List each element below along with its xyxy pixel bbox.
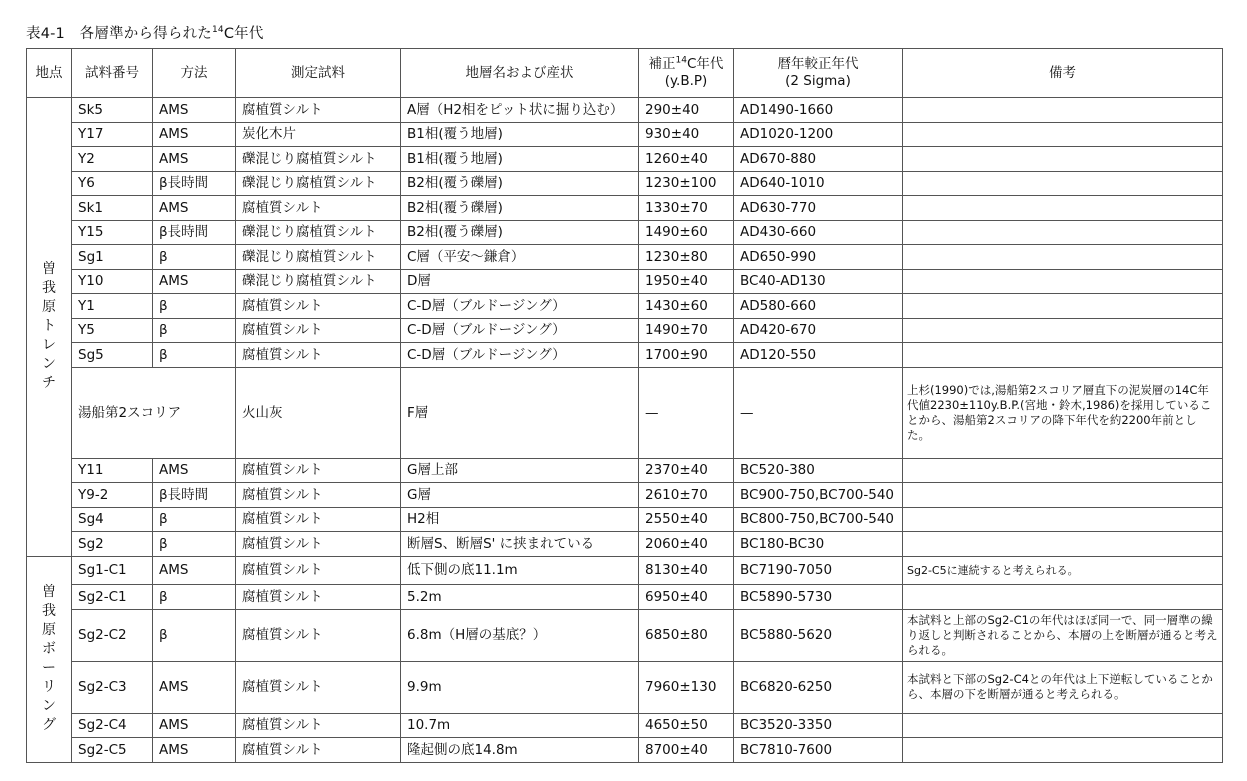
- cell-age: 1950±40: [639, 269, 734, 294]
- cell-age: 6850±80: [639, 609, 734, 661]
- cell-id: Sg5: [72, 343, 153, 368]
- cell-material: 礫混じり腐植質シルト: [236, 269, 401, 294]
- cell-age: 290±40: [639, 98, 734, 123]
- cell-cal: AD420-670: [734, 318, 903, 343]
- cell-cal: —: [734, 367, 903, 458]
- cell-id: Sg4: [72, 507, 153, 532]
- cell-cal: BC40-AD130: [734, 269, 903, 294]
- cell-material: 礫混じり腐植質シルト: [236, 171, 401, 196]
- cell-method: AMS: [153, 458, 236, 483]
- cell-method: β長時間: [153, 171, 236, 196]
- cell-age: 1430±60: [639, 294, 734, 319]
- cell-material: 腐植質シルト: [236, 294, 401, 319]
- cell-layer: 隆起側の底14.8m: [401, 738, 639, 763]
- cell-method: β: [153, 507, 236, 532]
- table-row: [27, 220, 1223, 245]
- cell-material: 礫混じり腐植質シルト: [236, 220, 401, 245]
- cell-material: 礫混じり腐植質シルト: [236, 245, 401, 270]
- cell-material: 腐植質シルト: [236, 98, 401, 123]
- cell-notes: [903, 532, 1223, 557]
- cell-id: Y2: [72, 147, 153, 172]
- cell-cal: BC800-750,BC700-540: [734, 507, 903, 532]
- table-row: [27, 269, 1223, 294]
- cell-method: β: [153, 532, 236, 557]
- cell-cal: AD650-990: [734, 245, 903, 270]
- cell-layer: 低下側の底11.1m: [401, 556, 639, 585]
- cell-notes: 上杉(1990)では,湯船第2スコリア層直下の泥炭層の14C年代値2230±110y.B.P.(宮地・鈴木,1986)を採用していることから、湯船第2スコリアの降下年代を約2200年前とした。: [903, 367, 1223, 458]
- cell-age: 8130±40: [639, 556, 734, 585]
- cell-layer: 10.7m: [401, 713, 639, 738]
- cell-notes: [903, 294, 1223, 319]
- cell-id: Y5: [72, 318, 153, 343]
- cell-method: AMS: [153, 556, 236, 585]
- cell-material: 腐植質シルト: [236, 738, 401, 763]
- cell-material: 腐植質シルト: [236, 483, 401, 508]
- cell-method: AMS: [153, 98, 236, 123]
- cell-material: 腐植質シルト: [236, 609, 401, 661]
- cell-notes: [903, 147, 1223, 172]
- cell-material: 腐植質シルト: [236, 458, 401, 483]
- cell-layer: C-D層（ブルドージング）: [401, 318, 639, 343]
- table-row: [27, 556, 1223, 585]
- table-row: [27, 294, 1223, 319]
- col-header-method: 方法: [153, 49, 236, 98]
- cell-id: Sg2-C3: [72, 661, 153, 713]
- cell-notes: [903, 507, 1223, 532]
- cell-method: β: [153, 318, 236, 343]
- table-row: [27, 585, 1223, 610]
- table-row: [27, 532, 1223, 557]
- cell-id: Sg2-C2: [72, 609, 153, 661]
- table-row: [27, 343, 1223, 368]
- cell-cal: BC7190-7050: [734, 556, 903, 585]
- cell-material: 腐植質シルト: [236, 713, 401, 738]
- cell-layer: 6.8m（H層の基底？）: [401, 609, 639, 661]
- cell-cal: BC900-750,BC700-540: [734, 483, 903, 508]
- cell-id: Y1: [72, 294, 153, 319]
- table-row: [27, 483, 1223, 508]
- header-row: [27, 49, 1223, 98]
- cell-layer: A層（H2相をピット状に掘り込む）: [401, 98, 639, 123]
- cell-age: 1230±80: [639, 245, 734, 270]
- cell-material: 腐植質シルト: [236, 343, 401, 368]
- cell-cal: BC7810-7600: [734, 738, 903, 763]
- cell-id: Sg2-C1: [72, 585, 153, 610]
- cell-cal: BC520-380: [734, 458, 903, 483]
- cell-id: Y11: [72, 458, 153, 483]
- cell-material: 腐植質シルト: [236, 556, 401, 585]
- table-row: [27, 661, 1223, 713]
- cell-material: 火山灰: [236, 367, 401, 458]
- cell-method: β: [153, 585, 236, 610]
- table-row: [27, 458, 1223, 483]
- cell-layer: 5.2m: [401, 585, 639, 610]
- cell-layer: B2相(覆う礫層): [401, 171, 639, 196]
- cell-material: 腐植質シルト: [236, 507, 401, 532]
- table-row: [27, 196, 1223, 221]
- table-row: [27, 738, 1223, 763]
- cell-cal: AD670-880: [734, 147, 903, 172]
- cell-id: 湯船第2スコリア: [72, 367, 236, 458]
- col-header-notes: 備考: [903, 49, 1223, 98]
- cell-layer: B2相(覆う礫層): [401, 220, 639, 245]
- cell-cal: BC3520-3350: [734, 713, 903, 738]
- table-caption: 表4-1 各層準から得られた$^{14}$C年代: [26, 25, 264, 42]
- cell-id: Sg1: [72, 245, 153, 270]
- cell-method: β: [153, 343, 236, 368]
- cell-method: AMS: [153, 147, 236, 172]
- cell-layer: B2相(覆う礫層): [401, 196, 639, 221]
- cell-method: AMS: [153, 196, 236, 221]
- table-row: [27, 367, 1223, 458]
- table-row: [27, 171, 1223, 196]
- cell-id: Y9-2: [72, 483, 153, 508]
- cell-material: 腐植質シルト: [236, 318, 401, 343]
- cell-notes: [903, 245, 1223, 270]
- col-header-age: 補正$^{14}$C年代 (y.B.P): [639, 49, 734, 98]
- cell-layer: D層: [401, 269, 639, 294]
- table-row: [27, 713, 1223, 738]
- cell-age: 4650±50: [639, 713, 734, 738]
- cell-age: 1490±70: [639, 318, 734, 343]
- cell-cal: BC6820-6250: [734, 661, 903, 713]
- cell-layer: 断層S、断層S' に挟まれている: [401, 532, 639, 557]
- cell-layer: F層: [401, 367, 639, 458]
- group-label-boring: 曽我原ボーリング: [27, 556, 72, 762]
- table-row: [27, 318, 1223, 343]
- cell-cal: AD640-1010: [734, 171, 903, 196]
- cell-notes: 本試料と下部のSg2-C4との年代は上下逆転していることから、本層の下を断層が通ると考えられる。: [903, 661, 1223, 713]
- cell-notes: [903, 220, 1223, 245]
- cell-method: β長時間: [153, 220, 236, 245]
- cell-id: Sk5: [72, 98, 153, 123]
- cell-id: Sg1-C1: [72, 556, 153, 585]
- cell-method: β長時間: [153, 483, 236, 508]
- cell-id: Y6: [72, 171, 153, 196]
- cell-id: Y15: [72, 220, 153, 245]
- cell-notes: [903, 98, 1223, 123]
- cell-method: AMS: [153, 122, 236, 147]
- cell-age: 2060±40: [639, 532, 734, 557]
- cell-notes: 本試料と上部のSg2-C1の年代はほぼ同一で、同一層準の繰り返しと判断されることから、本層の上を断層が通ると考えられる。: [903, 609, 1223, 661]
- cell-notes: [903, 585, 1223, 610]
- cell-cal: BC5880-5620: [734, 609, 903, 661]
- cell-notes: [903, 738, 1223, 763]
- cell-cal: BC180-BC30: [734, 532, 903, 557]
- cell-method: β: [153, 609, 236, 661]
- table-row: [27, 98, 1223, 123]
- cell-notes: [903, 196, 1223, 221]
- cell-cal: AD1490-1660: [734, 98, 903, 123]
- cell-notes: [903, 269, 1223, 294]
- cell-age: 1490±60: [639, 220, 734, 245]
- cell-layer: G層上部: [401, 458, 639, 483]
- cell-age: 7960±130: [639, 661, 734, 713]
- cell-cal: BC5890-5730: [734, 585, 903, 610]
- cell-notes: [903, 458, 1223, 483]
- radiocarbon-table: [26, 48, 1223, 763]
- cell-id: Y17: [72, 122, 153, 147]
- cell-method: AMS: [153, 661, 236, 713]
- cell-age: 8700±40: [639, 738, 734, 763]
- cell-id: Y10: [72, 269, 153, 294]
- cell-age: 1330±70: [639, 196, 734, 221]
- cell-notes: [903, 343, 1223, 368]
- cell-notes: [903, 713, 1223, 738]
- cell-material: 腐植質シルト: [236, 661, 401, 713]
- cell-layer: C-D層（ブルドージング）: [401, 343, 639, 368]
- cell-age: 1260±40: [639, 147, 734, 172]
- cell-material: 腐植質シルト: [236, 585, 401, 610]
- cell-age: 2370±40: [639, 458, 734, 483]
- cell-cal: AD430-660: [734, 220, 903, 245]
- cell-layer: B1相(覆う地層): [401, 122, 639, 147]
- cell-notes: [903, 171, 1223, 196]
- cell-material: 礫混じり腐植質シルト: [236, 147, 401, 172]
- cell-method: β: [153, 245, 236, 270]
- table-row: [27, 609, 1223, 661]
- cell-cal: AD580-660: [734, 294, 903, 319]
- cell-method: AMS: [153, 738, 236, 763]
- cell-layer: B1相(覆う地層): [401, 147, 639, 172]
- cell-layer: 9.9m: [401, 661, 639, 713]
- cell-cal: AD120-550: [734, 343, 903, 368]
- col-header-material: 測定試料: [236, 49, 401, 98]
- table-row: [27, 147, 1223, 172]
- table-row: [27, 122, 1223, 147]
- cell-method: AMS: [153, 269, 236, 294]
- cell-layer: C層（平安～鎌倉）: [401, 245, 639, 270]
- cell-id: Sg2-C5: [72, 738, 153, 763]
- cell-age: —: [639, 367, 734, 458]
- cell-id: Sg2-C4: [72, 713, 153, 738]
- cell-layer: H2相: [401, 507, 639, 532]
- cell-age: 930±40: [639, 122, 734, 147]
- cell-method: AMS: [153, 713, 236, 738]
- table-row: [27, 245, 1223, 270]
- cell-cal: AD1020-1200: [734, 122, 903, 147]
- cell-age: 2610±70: [639, 483, 734, 508]
- cell-id: Sk1: [72, 196, 153, 221]
- cell-method: β: [153, 294, 236, 319]
- col-header-sample-id: 試料番号: [72, 49, 153, 98]
- cell-age: 1230±100: [639, 171, 734, 196]
- cell-layer: G層: [401, 483, 639, 508]
- cell-material: 腐植質シルト: [236, 532, 401, 557]
- cell-id: Sg2: [72, 532, 153, 557]
- group-label-trench: 曽我原トレンチ: [27, 98, 72, 557]
- table-row: [27, 507, 1223, 532]
- cell-age: 1700±90: [639, 343, 734, 368]
- col-header-location: 地点: [27, 49, 72, 98]
- col-header-layer: 地層名および産状: [401, 49, 639, 98]
- cell-cal: AD630-770: [734, 196, 903, 221]
- cell-age: 6950±40: [639, 585, 734, 610]
- cell-notes: [903, 483, 1223, 508]
- cell-notes: [903, 122, 1223, 147]
- cell-notes: Sg2-C5に連続すると考えられる。: [903, 556, 1223, 585]
- cell-age: 2550±40: [639, 507, 734, 532]
- col-header-calibrated: 暦年較正年代 (2 Sigma): [734, 49, 903, 98]
- cell-layer: C-D層（ブルドージング）: [401, 294, 639, 319]
- cell-material: 腐植質シルト: [236, 196, 401, 221]
- cell-notes: [903, 318, 1223, 343]
- cell-material: 炭化木片: [236, 122, 401, 147]
